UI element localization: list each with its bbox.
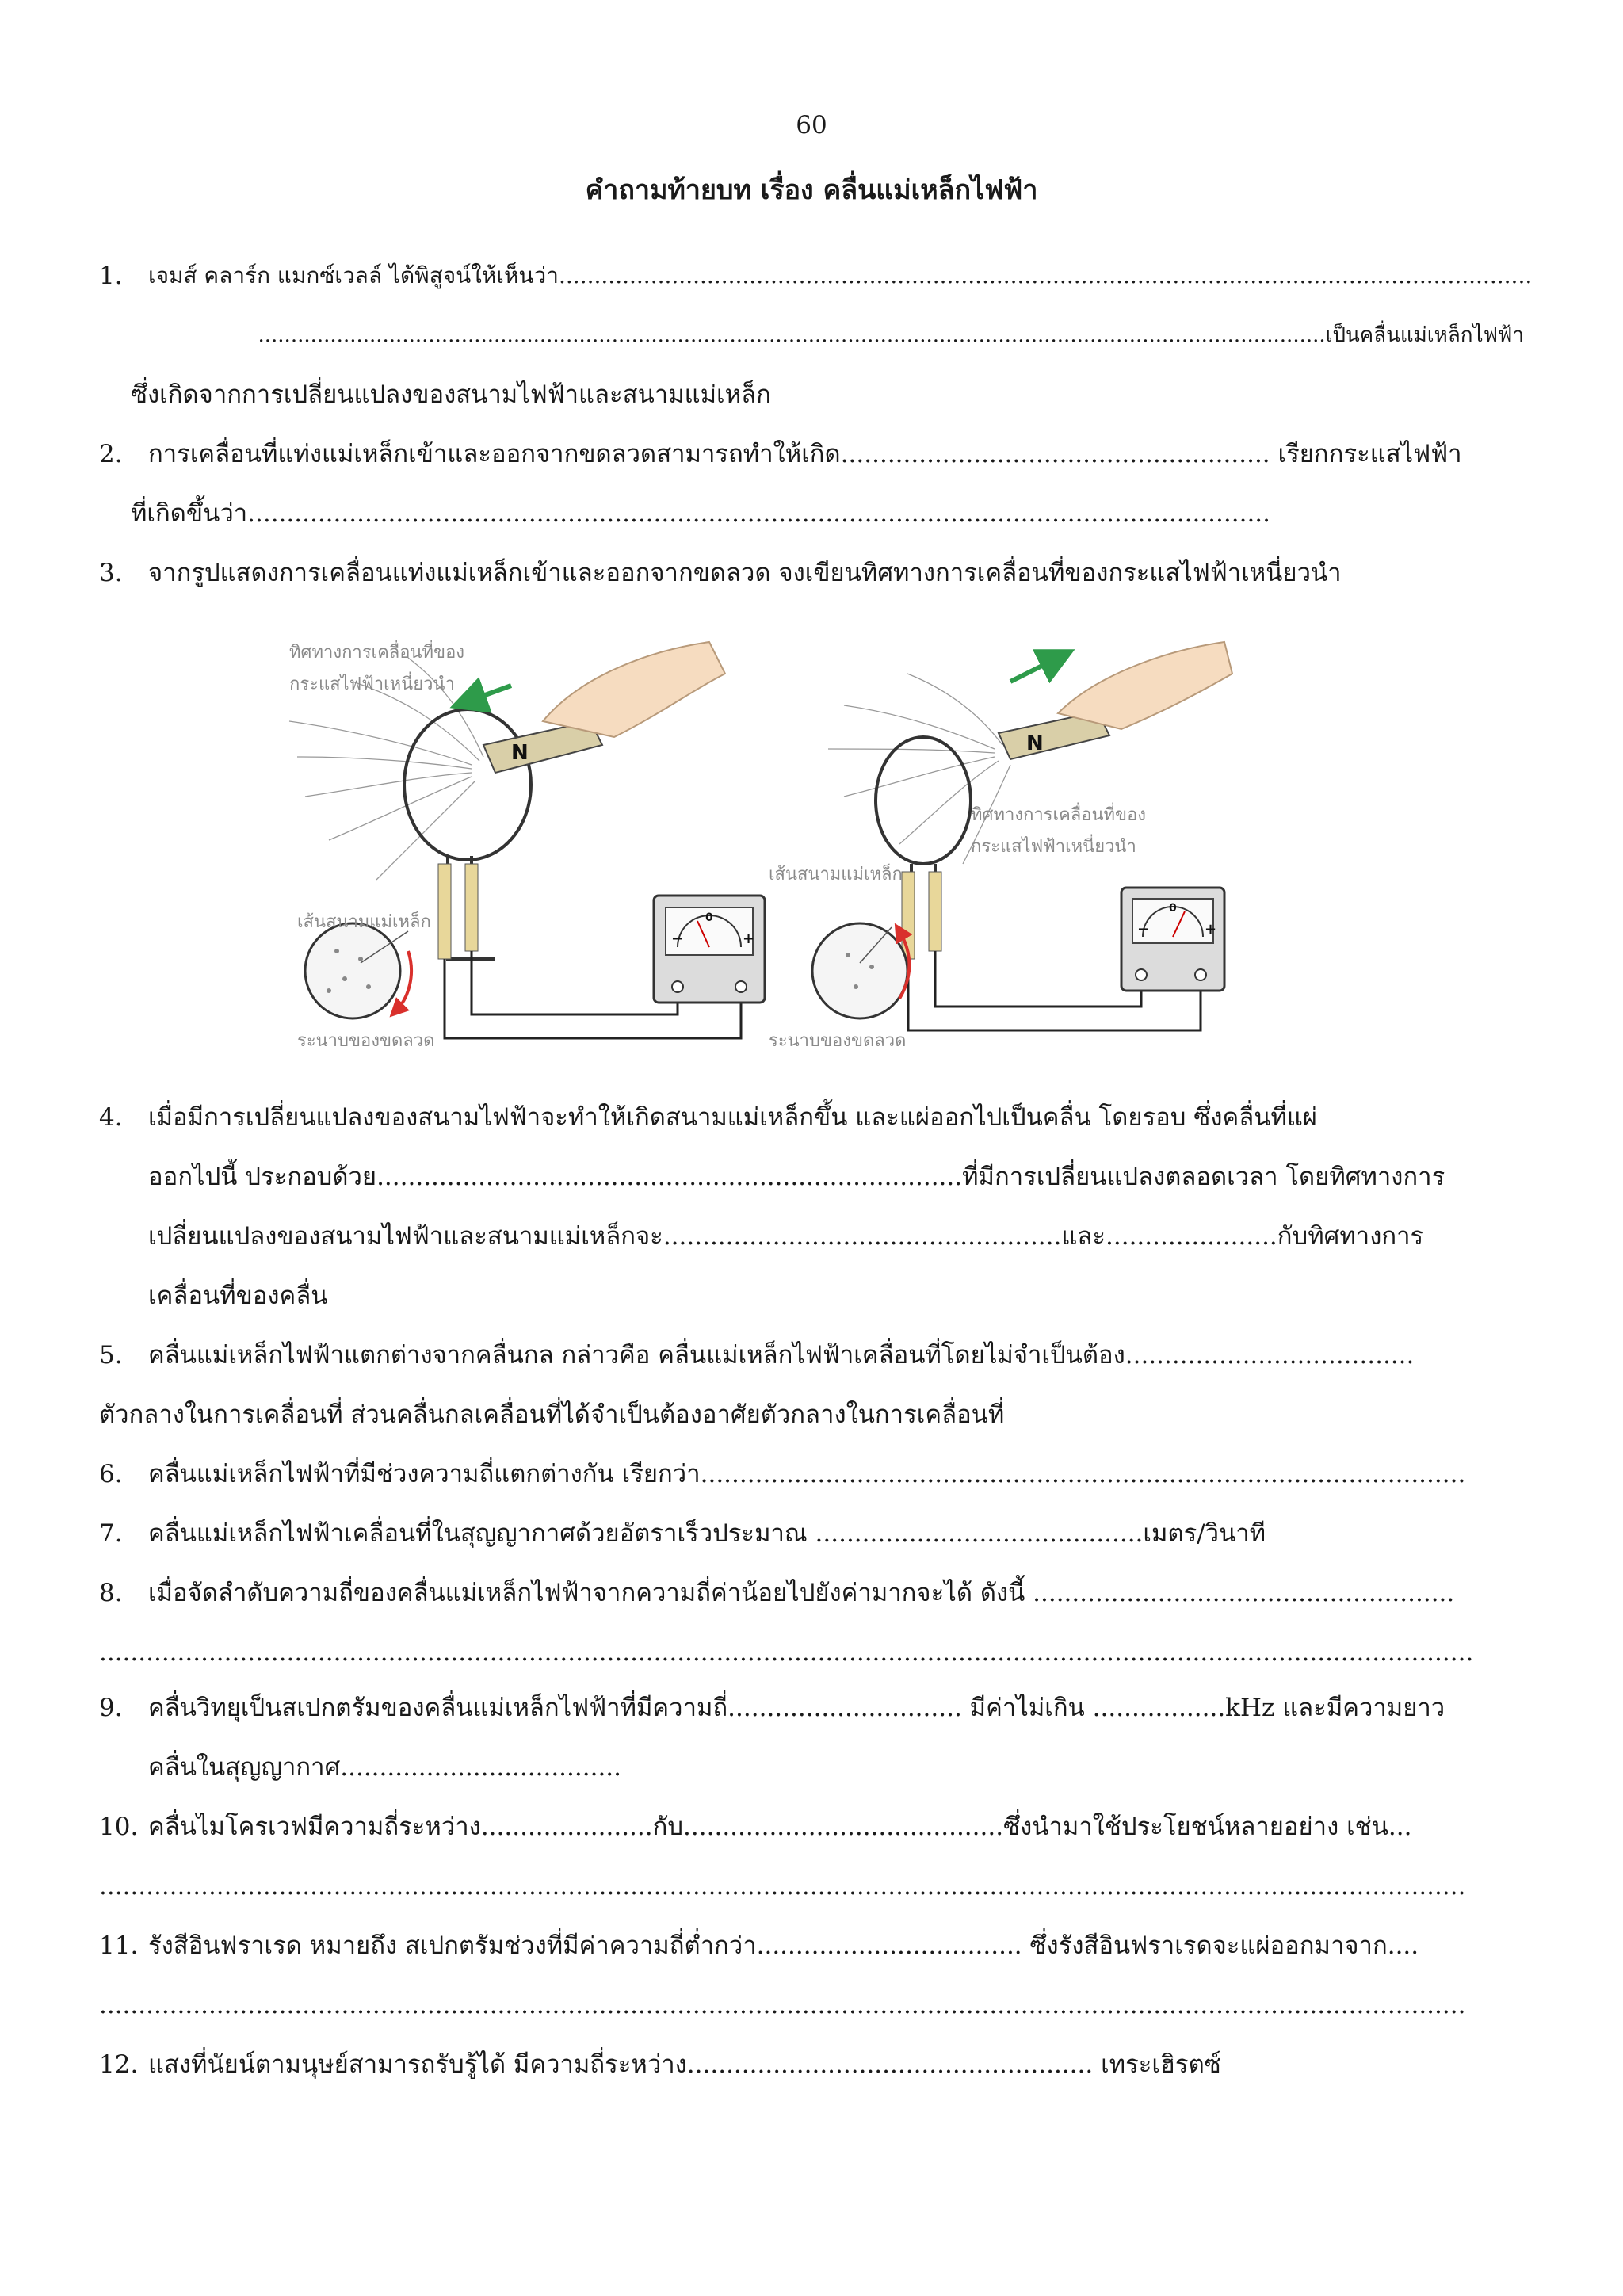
right-label-plane: ระนาบของขดลวด: [769, 1031, 907, 1051]
question-1-line-3: ซึ่งเกิดจากการเปลี่ยนแปลงของสนามไฟฟ้าและสนามแม่เหล็ก: [131, 380, 771, 409]
right-coil-terminal-2: [929, 872, 941, 951]
left-coil-loop: [404, 709, 531, 860]
question-8-line-2: ................................................................................................................................................................................: [99, 1638, 1474, 1667]
question-7-line-1: คลื่นแม่เหล็กไฟฟ้าเคลื่อนที่ในสุญญากาศด้วยอัตราเร็วประมาณ ..........................................เมตร/วินาที: [148, 1519, 1266, 1548]
right-meter-plus: +: [1205, 921, 1217, 938]
question-4-number: 4.: [99, 1103, 123, 1132]
left-diagram: [289, 640, 765, 1051]
question-1-line-2: ...................................................................................................................................................................เป็นคลื่นแม่เหล็กไฟฟ้า: [258, 323, 1524, 347]
left-magnet-pole: N: [511, 741, 529, 765]
question-10-line-1: คลื่นไมโครเวฟมีความถี่ระหว่าง......................กับ.........................................ซึ่งนำมาใช้ประโยชน์หลายอย่าง เช่น...: [148, 1813, 1412, 1841]
left-plane-circle: [305, 923, 400, 1018]
question-3-line-1: จากรูปแสดงการเคลื่อนแท่งแม่เหล็กเข้าและออกจากขดลวด จงเขียนทิศทางการเคลื่อนที่ของกระแสไฟฟ้าเหนี่ยวนำ: [148, 559, 1342, 587]
right-magnet-pole: N: [1026, 732, 1044, 755]
left-meter-zero: 0: [705, 911, 713, 924]
question-2-line-1: การเคลื่อนที่แท่งแม่เหล็กเข้าและออกจากขดลวดสามารถทำให้เกิด....................................................... เรียกกระแสไฟฟ้า: [148, 440, 1462, 468]
question-11-line-1: รังสีอินฟราเรด หมายถึง สเปกตรัมช่วงที่มีค่าความถี่ต่ำกว่า.................................. ซึ่งรังสีอินฟราเรดจะแผ่ออกมาจาก....: [148, 1931, 1419, 1960]
question-4-line-2: ออกไปนี้ ประกอบด้วย...........................................................................ที่มีการเปลี่ยนแปลงตลอดเวลา โดยทิศทางการ: [148, 1163, 1445, 1191]
question-2-number: 2.: [99, 440, 123, 468]
question-9-number: 9.: [99, 1694, 123, 1722]
question-11-number: 11.: [99, 1931, 139, 1960]
question-3-number: 3.: [99, 559, 123, 587]
left-wire-2: [472, 951, 678, 1014]
left-label-current-1: ทิศทางการเคลื่อนที่ของ: [289, 643, 465, 663]
right-meter-minus: −: [1137, 921, 1150, 938]
right-plane-circle: [812, 923, 907, 1018]
right-label-current-1: ทิศทางการเคลื่อนที่ของ: [971, 805, 1147, 825]
question-2-line-2: ที่เกิดขึ้นว่า...................................................................................................................................: [131, 499, 1271, 528]
page-number: 60: [796, 111, 827, 139]
left-coil-terminal-2: [465, 864, 478, 951]
left-motion-arrow: [468, 686, 511, 701]
question-7-number: 7.: [99, 1519, 123, 1548]
right-field-lines: [828, 674, 1010, 864]
question-4-line-4: เคลื่อนที่ของคลื่น: [148, 1282, 328, 1310]
question-9-line-2: คลื่นในสุญญากาศ....................................: [148, 1753, 622, 1782]
left-label-current-2: กระแสไฟฟ้าเหนี่ยวนำ: [289, 674, 455, 694]
question-6-line-1: คลื่นแม่เหล็กไฟฟ้าที่มีช่วงความถี่แตกต่างกัน เรียกว่า..................................................................................................: [148, 1460, 1466, 1488]
left-hand: [543, 642, 725, 737]
right-label-field: เส้นสนามแม่เหล็ก: [769, 865, 903, 884]
page-title: คำถามท้ายบท เรื่อง คลื่นแม่เหล็กไฟฟ้า: [585, 174, 1038, 206]
left-meter-minus: −: [671, 930, 684, 947]
question-11-line-2: ...............................................................................................................................................................................: [99, 1991, 1466, 2019]
question-12-line-1: แสงที่นัยน์ตามนุษย์สามารถรับรู้ได้ มีความถี่ระหว่าง.................................................... เทระเฮิรตซ์: [148, 2050, 1221, 2079]
right-diagram: [769, 642, 1232, 1051]
question-1-line-1: เจมส์ คลาร์ก แมกซ์เวลล์ ได้พิสูจน์ให้เห็นว่า..........................................................................................................................................: [148, 262, 1533, 288]
question-10-number: 10.: [99, 1813, 139, 1841]
right-label-current-2: กระแสไฟฟ้าเหนี่ยวนำ: [971, 837, 1136, 857]
right-coil-loop: [876, 737, 971, 864]
right-motion-arrow: [1010, 658, 1058, 682]
question-1-number: 1.: [99, 262, 123, 290]
right-coil-terminal: [902, 872, 915, 959]
question-8-number: 8.: [99, 1579, 123, 1607]
question-6-number: 6.: [99, 1460, 123, 1488]
right-wire-2: [935, 951, 1141, 1007]
right-galvanometer: [1121, 888, 1224, 991]
left-meter-plus: +: [743, 930, 755, 947]
question-8-line-1: เมื่อจัดลำดับความถี่ของคลื่นแม่เหล็กไฟฟ้าจากความถี่ค่าน้อยไปยังค่ามากจะได้ ดังนี้ ......................................................: [148, 1579, 1455, 1607]
left-label-plane: ระนาบของขดลวด: [297, 1031, 435, 1051]
question-4-line-3: เปลี่ยนแปลงของสนามไฟฟ้าและสนามแม่เหล็กจะ...................................................และ......................กับทิศทางการ: [148, 1222, 1424, 1251]
question-4-line-1: เมื่อมีการเปลี่ยนแปลงของสนามไฟฟ้าจะทำให้เกิดสนามแม่เหล็กขึ้น และแผ่ออกไปเป็นคลื่น โดยรอบ ซึ่งคลื่นที่แผ่: [148, 1103, 1317, 1132]
question-12-number: 12.: [99, 2050, 139, 2079]
right-meter-zero: 0: [1169, 902, 1177, 915]
question-9-line-1: คลื่นวิทยุเป็นสเปกตรัมของคลื่นแม่เหล็กไฟฟ้าที่มีความถี่.............................. มีค่าไม่เกิน .................kHz และมีความยาว: [148, 1694, 1445, 1722]
question-5-line-1: คลื่นแม่เหล็กไฟฟ้าแตกต่างจากคลื่นกล กล่าวคือ คลื่นแม่เหล็กไฟฟ้าเคลื่อนที่โดยไม่จำเป็นต้อง.....................................: [148, 1341, 1415, 1370]
induction-figure: [281, 626, 1343, 1054]
question-10-line-2: ...............................................................................................................................................................................: [99, 1872, 1466, 1901]
left-label-field: เส้นสนามแม่เหล็ก: [297, 912, 431, 932]
right-hand: [1058, 642, 1232, 729]
left-galvanometer: [654, 896, 765, 1003]
question-5-number: 5.: [99, 1341, 123, 1370]
left-coil-terminal: [438, 864, 451, 959]
question-5-line-2: ตัวกลางในการเคลื่อนที่ ส่วนคลื่นกลเคลื่อนที่ได้จำเป็นต้องอาศัยตัวกลางในการเคลื่อนที่: [99, 1400, 1005, 1429]
